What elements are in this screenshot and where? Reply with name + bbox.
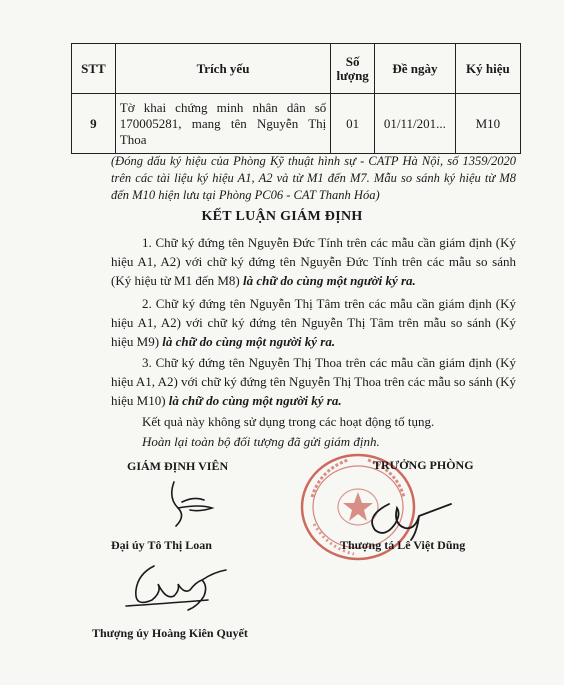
cell-ky-hieu: M10 <box>455 94 520 154</box>
signature-head <box>355 494 465 544</box>
table-header-row <box>72 44 521 94</box>
col-header-trich-yeu: Trích yếu <box>115 44 331 94</box>
conclusion-1-text: 1. Chữ ký đứng tên Nguyễn Đức Tính trên các mẫu cần giám định (Ký hiệu A1, A2) với chữ ký đứng tên Nguyễn Đức Tính trên các mẫu so sánh (Ký hiệu từ M1 đến M8) <box>111 235 516 288</box>
return-statement: Hoàn lại toàn bộ đối tượng đã gửi giám định. <box>142 434 380 449</box>
signer-name-expert-2: Thượng úy Hoàng Kiên Quyết <box>92 626 248 640</box>
cell-stt: 9 <box>72 94 116 154</box>
cell-de-ngay: 01/11/201... <box>374 94 455 154</box>
result-statement: Kết quả này không sử dụng trong các hoạt động tố tụng. <box>142 414 435 429</box>
conclusion-3-text: 3. Chữ ký đứng tên Nguyễn Thị Thoa trên các mẫu cần giám định (Ký hiệu A1, A2) với chữ ký đứng tên Nguyễn Thị Thoa trên các mẫu so sánh (Ký hiệu M10) <box>111 355 516 408</box>
signer-role-expert: GIÁM ĐỊNH VIÊN <box>127 459 229 473</box>
conclusion-1 <box>111 233 516 290</box>
col-header-so-luong-line2: lượng <box>336 67 369 83</box>
conclusion-1-emphasis: là chữ do cùng một người ký ra. <box>242 273 416 288</box>
col-header-ky-hieu: Ký hiệu <box>455 44 520 94</box>
col-header-so-luong-line1: Số <box>345 53 360 69</box>
section-heading: KẾT LUẬN GIÁM ĐỊNH <box>201 209 363 224</box>
signature-expert-1 <box>160 478 230 536</box>
signer-role-head: TRƯỞNG PHÒNG <box>373 458 474 472</box>
conclusion-2 <box>111 294 516 351</box>
col-header-stt: STT <box>72 44 116 94</box>
stamp-note: (Đóng dấu ký hiệu của Phòng Kỹ thuật hình sự - CATP Hà Nội, số 1359/2020 trên các tài liệu ký hiệu A1, A2 và từ M1 đến M7. Mẫu so sánh ký hiệu từ M8 đến M10 hiện lưu tại Phòng PC06 - CAT Thanh Hóa) <box>111 154 516 202</box>
conclusion-3 <box>111 353 516 410</box>
table-row <box>72 94 521 154</box>
cell-trich-yeu: Tờ khai chứng minh nhân dân số 170005281, mang tên Nguyễn Thị Thoa <box>115 94 331 154</box>
col-header-so-luong <box>331 44 375 94</box>
conclusion-2-emphasis: là chữ do cùng một người ký ra. <box>162 334 336 349</box>
col-header-de-ngay: Đề ngày <box>374 44 455 94</box>
conclusion-2-text: 2. Chữ ký đứng tên Nguyễn Thị Tâm trên các mẫu cần giám định (Ký hiệu A1, A2) với chữ ký đứng tên Nguyễn Thị Tâm trên mẫu so sánh (Ký hiệu M9) <box>111 296 516 349</box>
signer-name-expert-1: Đại úy Tô Thị Loan <box>111 538 212 552</box>
signature-expert-2 <box>118 560 238 622</box>
evidence-table <box>71 43 521 154</box>
cell-so-luong: 01 <box>331 94 375 154</box>
signer-name-head: Thượng tá Lê Việt Dũng <box>340 538 466 552</box>
conclusion-3-emphasis: là chữ do cùng một người ký ra. <box>168 393 342 408</box>
